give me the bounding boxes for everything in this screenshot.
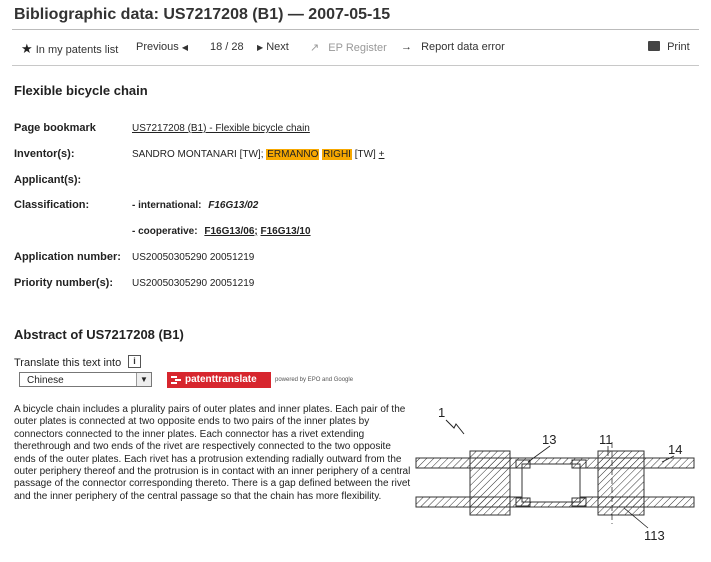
result-position: 18 / 28 [210,41,244,53]
classification-cooperative [132,226,311,237]
cooperative-label: - cooperative: [132,226,198,237]
drawing-ref-13: 13 [542,432,557,447]
drawing-ref-1-arrow [446,420,464,434]
title-divider [12,29,699,30]
star-icon: ★ [21,41,33,56]
drawing-right-body [598,451,644,515]
next-label: Next [266,41,289,53]
drawing-center-rivet-top [516,460,530,468]
classification-label: Classification: [14,199,90,211]
applicants-label: Applicant(s): [14,174,82,186]
arrow-left-icon: ◀ [181,43,189,52]
translate-label: Translate this text into [14,357,122,369]
print-button[interactable] [648,41,690,53]
page-title: Bibliographic data: US7217208 (B1) — 2007-05-15 [14,6,391,23]
printer-icon [648,41,660,51]
inventor-2-country: [TW] [354,149,376,160]
inventors-expand-link[interactable]: + [378,149,385,160]
info-icon[interactable]: i [128,355,141,368]
abstract-text: A bicycle chain includes a plurality pairs of outer plates and inner plates. Each pair of the outer plates is connected at two opposite ends to two pairs of the inner plates by connectors connected to the inner plates. Each connector has a rivet extending therethrough and two ends of the rivet are respectively connected to the two opposite ends of the outer plates. Each rivet has a protrusion extending radially outward from the outer periphery thereof and the protrusion is in contact with an inner periphery of a central passage of the connector corresponding thereto. There is a gap defined between the rivet and the inner periphery of the central passage so that the chain has more flexibility. [14,404,411,502]
chevron-down-icon: ▼ [136,373,151,386]
drawing-ref-113: 113 [644,528,665,543]
abstract-heading: Abstract of US7217208 (B1) [14,327,184,342]
toolbar [12,31,699,63]
inventors-label: Inventor(s): [14,148,75,160]
my-patents-list-button[interactable] [21,41,118,57]
drawing-center-rivet-top-2 [572,460,586,468]
report-error-link[interactable] [401,41,505,53]
patenttranslate-text: patenttranslate [185,374,257,385]
language-select[interactable] [19,372,152,387]
drawing-center-rivet-bottom-2 [572,498,586,506]
drawing-ref-1: 1 [438,405,446,420]
report-error-label: Report data error [421,41,505,53]
arrow-right-icon: ▶ [257,43,264,52]
international-label: - international: [132,200,202,211]
next-button[interactable] [257,41,289,53]
bookmark-label: Page bookmark [14,122,96,134]
ep-register-label: EP Register [328,42,387,54]
drawing-ref-14: 14 [668,442,683,457]
bookmark-link[interactable]: US7217208 (B1) - Flexible bicycle chain [132,123,310,134]
cooperative-link-1[interactable]: F16G13/06; [204,226,258,237]
patenttranslate-mark-icon [171,375,181,385]
inventors-value [132,149,384,160]
language-selected: Chinese [27,375,64,386]
toolbar-divider [12,65,699,66]
print-label: Print [667,41,690,53]
drawing-center-rivet-bottom [516,498,530,506]
drawing-ref-11: 11 [599,432,613,447]
patent-title: Flexible bicycle chain [14,83,148,98]
previous-button[interactable] [136,41,188,53]
application-label: Application number: [14,251,121,263]
drawing-center-connector [522,464,580,502]
inventor-1: SANDRO MONTANARI [TW]; [132,149,264,160]
priority-value: US20050305290 20051219 [132,278,255,289]
ep-register-link[interactable] [310,41,387,54]
powered-by: powered by EPO and Google [275,377,354,383]
previous-label: Previous [136,41,179,53]
inventor-2-first: ERMANNO [267,149,319,160]
priority-label: Priority number(s): [14,277,114,289]
patent-drawing [412,402,707,552]
external-link-icon: ↗ [310,42,320,54]
application-value: US20050305290 20051219 [132,252,255,263]
classification-international [132,200,258,211]
patenttranslate-logo[interactable] [167,372,271,388]
cooperative-link-2[interactable]: F16G13/10 [260,226,311,237]
arrow-right-small-icon: → [401,41,412,53]
drawing-left-body [470,451,510,515]
international-value: F16G13/02 [208,200,259,211]
my-patents-label: In my patents list [35,44,119,56]
inventor-2-last: RIGHI [323,149,351,160]
